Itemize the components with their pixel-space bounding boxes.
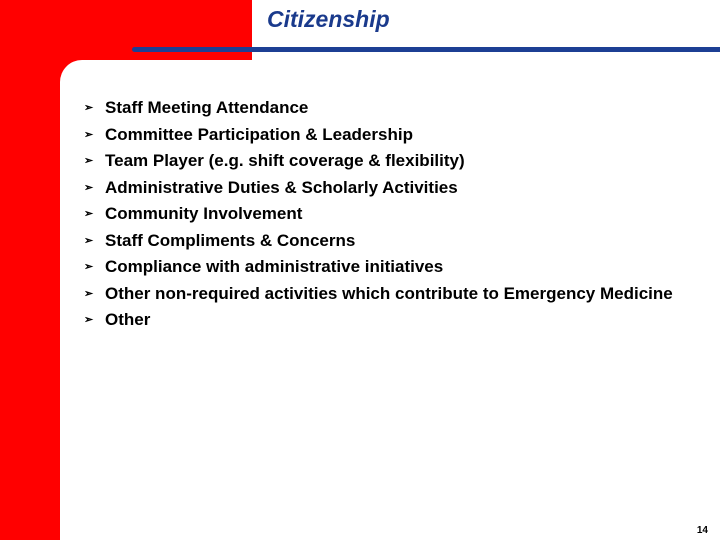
list-item-text: Community Involvement [105,204,303,223]
list-item [82,124,682,146]
list-item [82,230,682,252]
list-item [82,97,682,119]
list-item-text: Administrative Duties & Scholarly Activities [105,177,458,197]
arrow-bullet-icon: ➢ [84,102,94,114]
page-number: 14 [696,525,708,536]
arrow-bullet-icon: ➢ [84,181,94,194]
list-item [82,256,682,278]
arrow-bullet-icon: ➢ [84,314,94,326]
list-item [82,283,682,305]
list-item-text: Committee Participation & Leadership [105,124,413,144]
list-item-text: Staff Compliments & Concerns [105,230,356,250]
list-item [82,177,682,199]
arrow-bullet-icon: ➢ [84,208,94,220]
list-item-text: Other [105,310,151,329]
list-item-text: Staff Meeting Attendance [105,98,309,117]
arrow-bullet-icon: ➢ [84,128,94,141]
title-underline-rule [132,47,720,52]
list-item-text: Other non-required activities which contribute to Emergency Medicine [105,283,673,303]
arrow-bullet-icon: ➢ [84,155,94,167]
bullet-list [82,97,682,336]
list-item-text: Compliance with administrative initiatives [105,257,444,276]
list-item [82,150,682,172]
arrow-bullet-icon: ➢ [84,234,94,247]
arrow-bullet-icon: ➢ [84,261,94,273]
list-item [82,203,682,225]
list-item [82,309,682,331]
list-item-text: Team Player (e.g. shift coverage & flexibility) [105,151,465,170]
arrow-bullet-icon: ➢ [84,287,94,300]
slide-title: Citizenship [267,6,390,32]
